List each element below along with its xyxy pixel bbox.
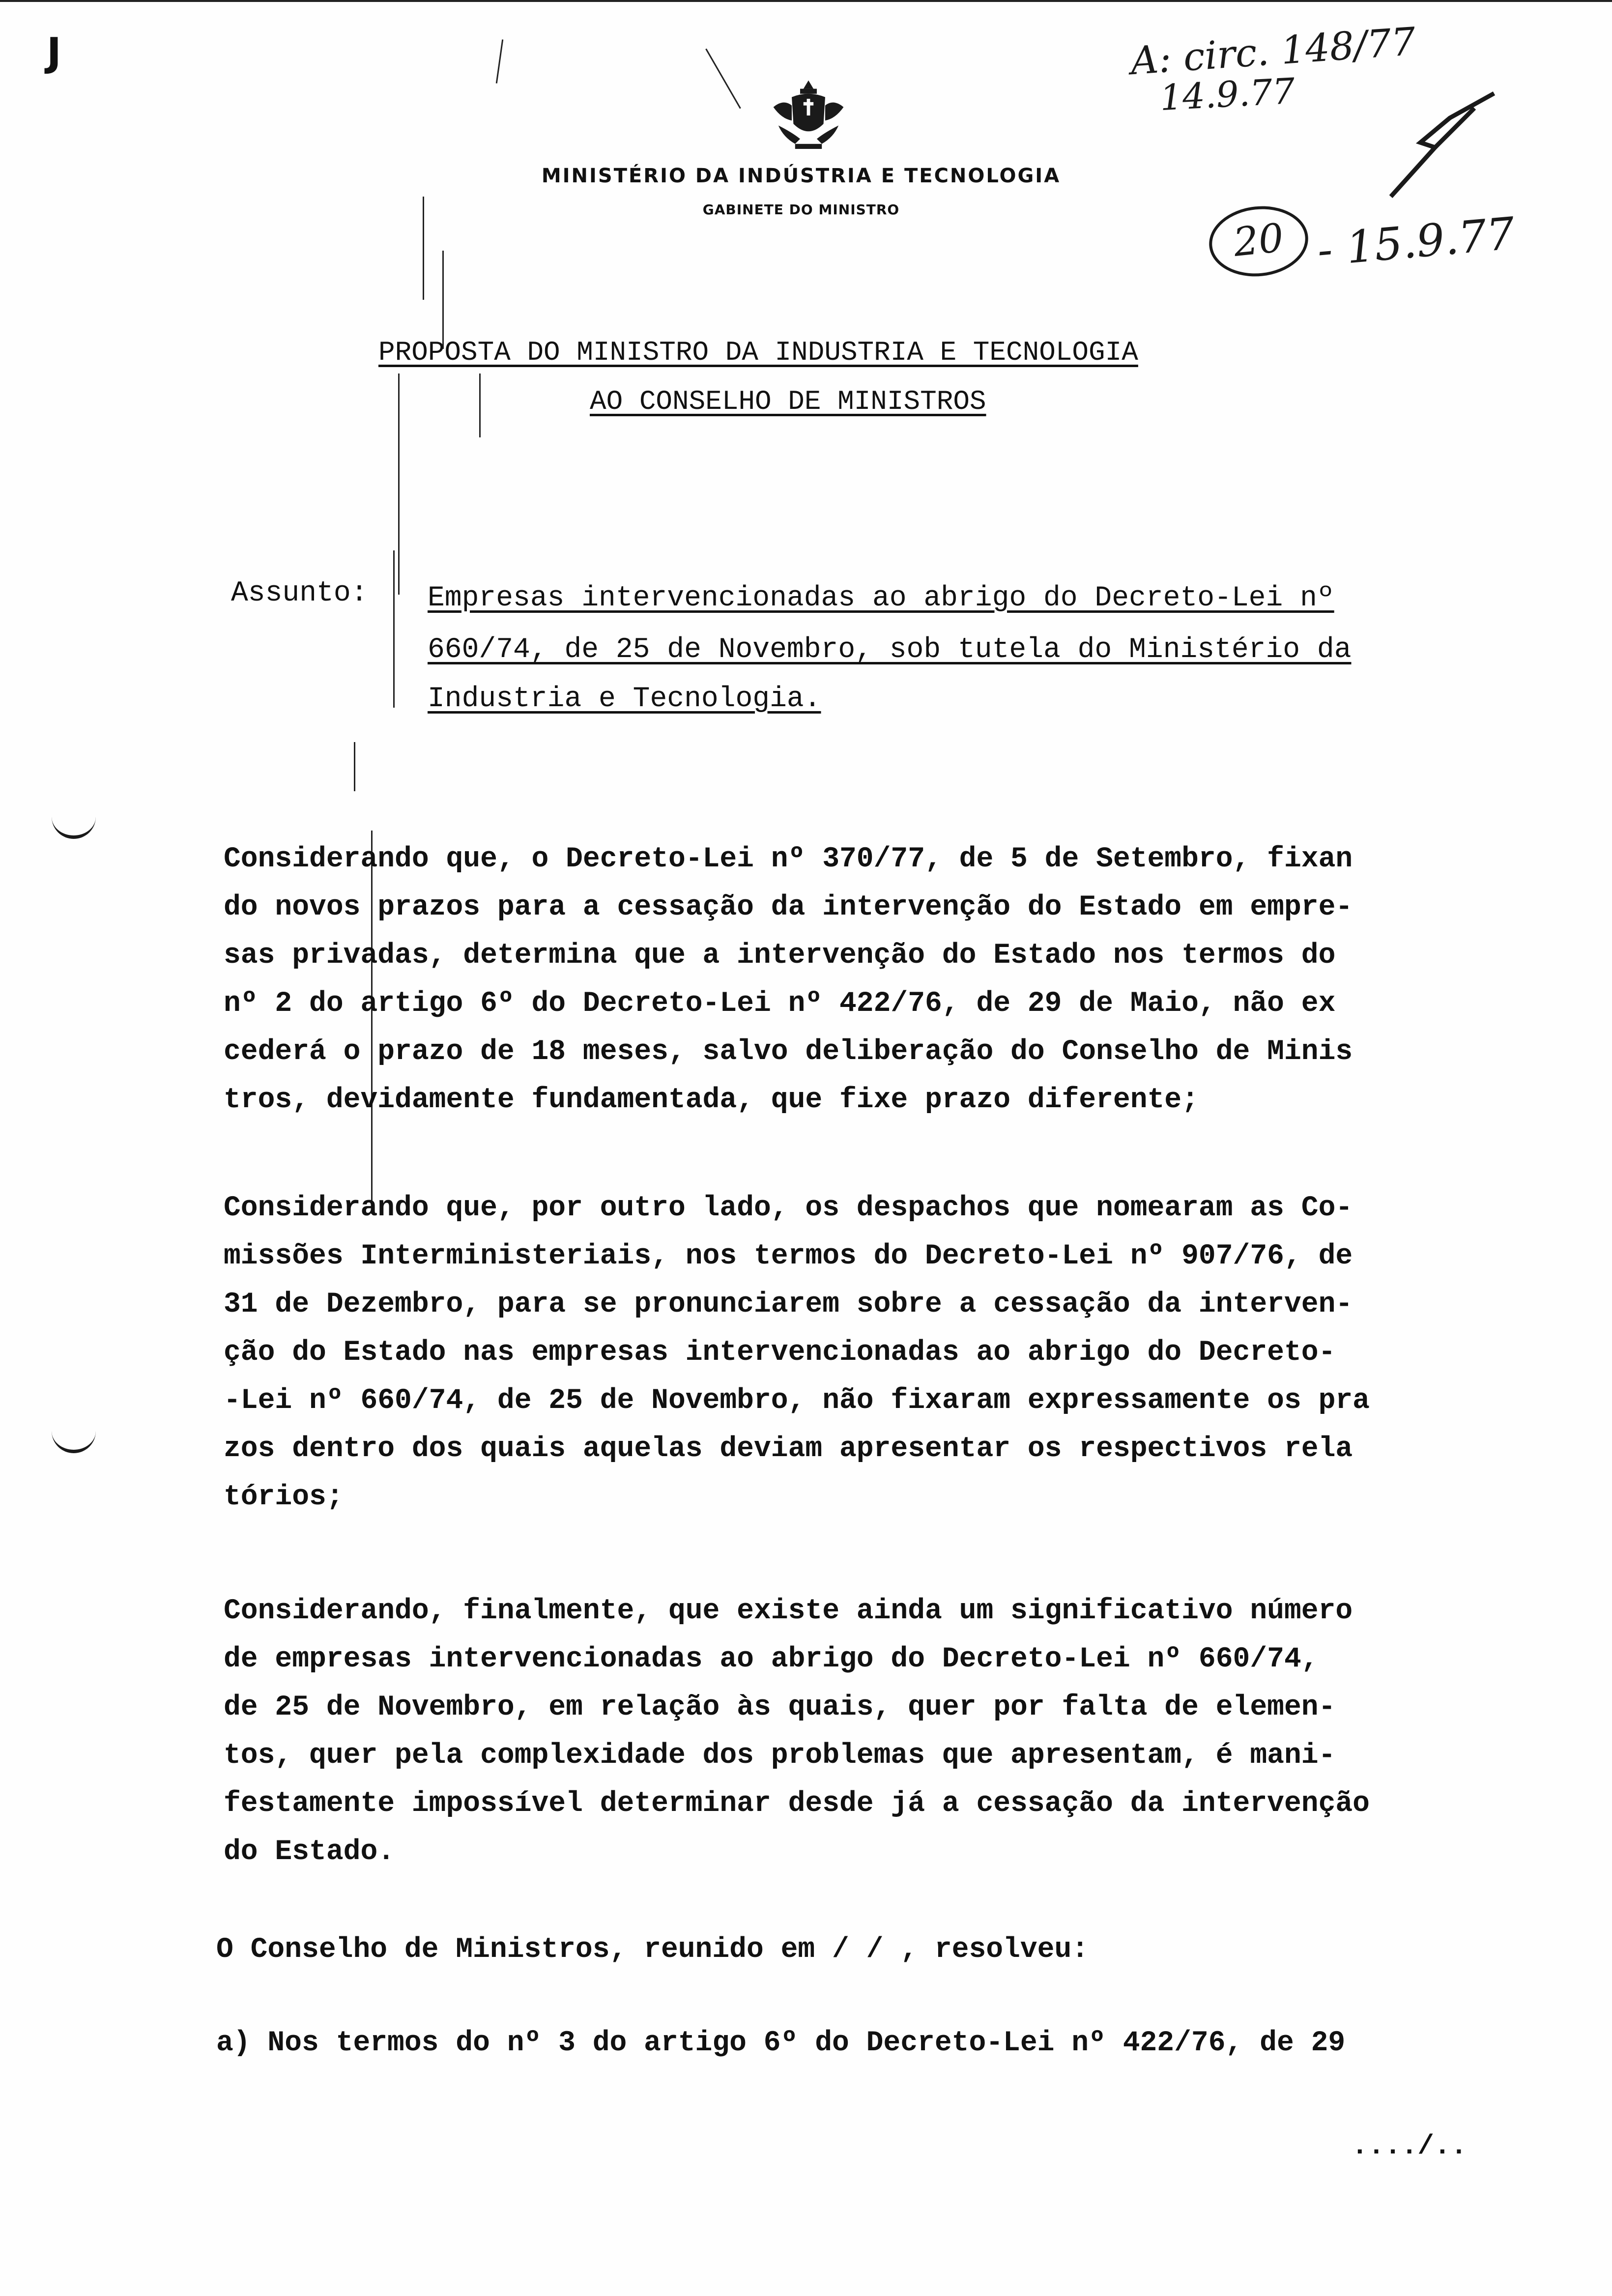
pen-stroke: [354, 742, 355, 791]
paragraph-line: nº 2 do artigo 6º do Decreto-Lei nº 422/76, de 29 de Maio, não ex: [224, 988, 1336, 1020]
proposal-title-line-1: PROPOSTA DO MINISTRO DA INDUSTRIA E TECNOLOGIA: [378, 337, 1138, 368]
pen-stroke: [496, 39, 503, 84]
paragraph-line: tros, devidamente fundamentada, que fixe prazo diferente;: [224, 1084, 1199, 1116]
subject-line: Industria e Tecnologia.: [428, 683, 821, 715]
paragraph-line: tos, quer pela complexidade dos problemas que apresentam, é mani-: [224, 1740, 1336, 1772]
paragraph-line: tórios;: [224, 1481, 344, 1513]
resolution-item-a: a) Nos termos do nº 3 do artigo 6º do Decreto-Lei nº 422/76, de 29: [216, 2027, 1346, 2059]
considering-paragraph-2: [224, 1184, 1560, 1521]
paragraph-line: ção do Estado nas empresas intervencionadas ao abrigo do Decreto-: [224, 1337, 1336, 1369]
paragraph-line: cederá o prazo de 18 meses, salvo deliberação do Conselho de Minis: [224, 1036, 1353, 1068]
paragraph-line: do Estado.: [224, 1836, 395, 1868]
pen-stroke: [393, 550, 395, 708]
pen-stroke: [479, 373, 481, 437]
handwritten-circled-number: 20: [1206, 201, 1312, 281]
pen-stroke: [423, 197, 424, 300]
subject-line: 660/74, de 25 de Novembro, sob tutela do Ministério da: [428, 634, 1352, 666]
paragraph-line: zos dentro dos quais aquelas deviam apresentar os respectivos rela: [224, 1433, 1353, 1465]
paragraph-line: sas privadas, determina que a intervenção do Estado nos termos do: [224, 940, 1336, 972]
paragraph-line: missões Interministeriais, nos termos do Decreto-Lei nº 907/76, de: [224, 1240, 1353, 1272]
handwritten-reference: A: circ. 148/77: [1129, 19, 1417, 84]
paragraph-line: festamente impossível determinar desde já a cessação da intervenção: [224, 1788, 1370, 1820]
considering-paragraph-1: [224, 835, 1560, 1124]
coat-of-arms-icon: [767, 74, 850, 157]
pen-stroke: [442, 251, 444, 349]
subject-label: Assunto:: [231, 577, 368, 609]
paragraph-line: de empresas intervencionadas ao abrigo do Decreto-Lei nº 660/74,: [224, 1643, 1319, 1675]
cabinet-name: GABINETE DO MINISTRO: [702, 201, 900, 218]
punch-hole-mark: [52, 1430, 96, 1453]
paragraph-line: -Lei nº 660/74, de 25 de Novembro, não fixaram expressamente os pra: [224, 1385, 1370, 1417]
page-continuation-mark: ..../..: [1352, 2130, 1468, 2162]
subject-line: Empresas intervencionadas ao abrigo do Decreto-Lei nº: [428, 582, 1334, 614]
proposal-title-line-2: AO CONSELHO DE MINISTROS: [590, 386, 986, 417]
paragraph-line: de 25 de Novembro, em relação às quais, quer por falta de elemen-: [224, 1692, 1336, 1723]
considering-paragraph-3: [224, 1587, 1560, 1876]
pen-stroke: [705, 49, 741, 109]
pen-stroke: [398, 373, 400, 595]
top-edge-rule: [0, 0, 1612, 2]
paragraph-line: 31 de Dezembro, para se pronunciarem sobre a cessação da interven-: [224, 1289, 1353, 1320]
handwritten-date-registered: - 15.9.77: [1315, 207, 1517, 277]
paragraph-line: Considerando, finalmente, que existe ainda um significativo número: [224, 1595, 1353, 1627]
paragraph-line: Considerando que, por outro lado, os despachos que nomearam as Co-: [224, 1192, 1353, 1224]
resolution-statement: O Conselho de Ministros, reunido em / / , resolveu:: [216, 1934, 1089, 1966]
paragraph-line: Considerando que, o Decreto-Lei nº 370/77, de 5 de Setembro, fixan: [224, 843, 1353, 875]
margin-punch-mark: J: [47, 29, 61, 75]
ministry-name: MINISTÉRIO DA INDÚSTRIA E TECNOLOGIA: [541, 165, 1061, 187]
handwritten-date-received: 14.9.77: [1158, 70, 1296, 119]
punch-hole-mark: [52, 816, 96, 839]
handwritten-check-mark-icon: [1376, 88, 1504, 206]
paragraph-line: do novos prazos para a cessação da intervenção do Estado em empre-: [224, 891, 1353, 923]
